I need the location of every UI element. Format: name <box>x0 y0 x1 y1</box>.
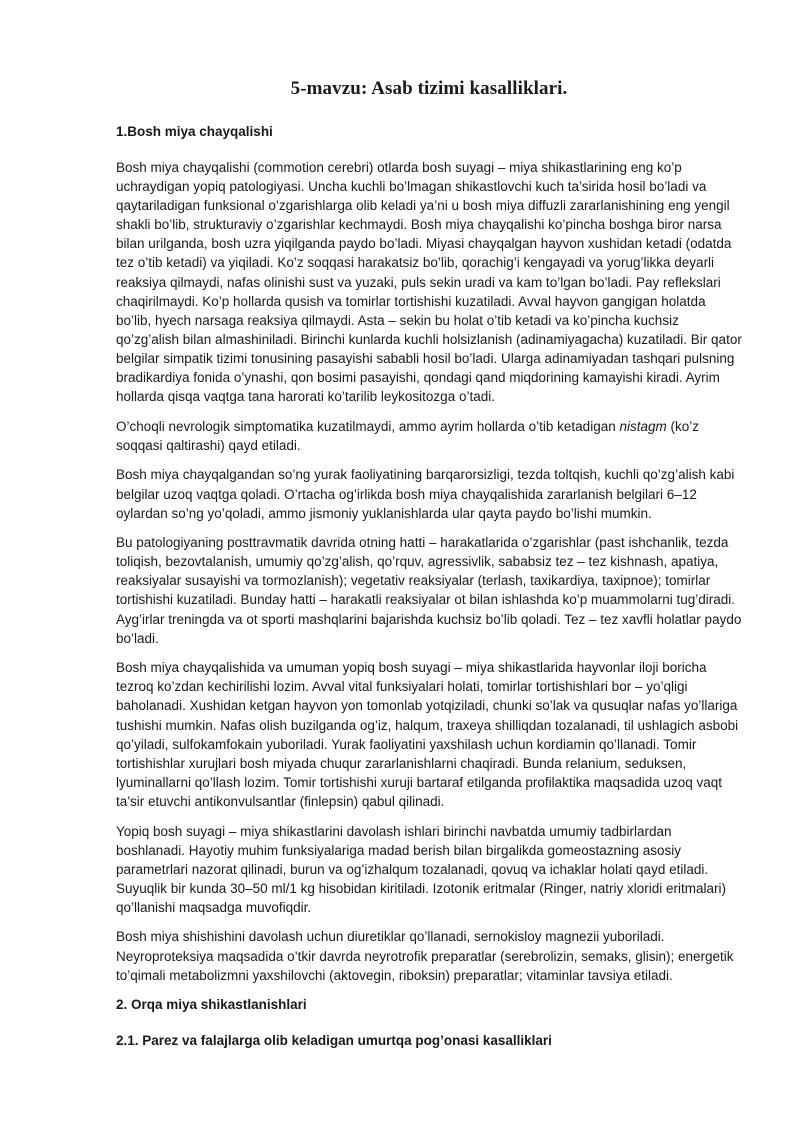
paragraph-2-text-b: (ko’z soqqasi qaltirashi) qayd etiladi. <box>116 418 700 453</box>
paragraph-3: Bosh miya chayqalgandan so’ng yurak faoliyatining barqarorsizligi, tezda toltqish, kuchli qo’zg’alish kabi belgilar uzoq vaqtga qoladi. O’rtacha og’irlikda bosh miya chayqalishida zararlanish belgilari 6–12 oylardan so’ng yo’qoladi, ammo jismoniy yuklanishlarda ular qayta paydo bo’lishi mumkin. <box>116 467 735 521</box>
paragraph-5: Bosh miya chayqalishida va umuman yopiq bosh suyagi – miya shikastlarida hayvonlar iloji boricha tezroq ko’zdan kechirilishi lozim. Avval vital funksiyalari holati, tomirlar tortishishlari bor – yo’qligi baholanadi. Xushidan ketgan hayvon yon tomonlab yotqiziladi, chunki so’lak va qusuqlar nafas yo’llariga tushishi mumkin. Nafas olish buzilganda og’iz, halqum, traxeya shilliqdan tozalanadi, til ushlagich asbobi qo’yiladi, sulfokamfokain yuboriladi. Yurak faoliyatini yaxshilash uchun kordiamin qo’llanadi. Tomir tortishishlar xurujlari bosh miyada chuqur zararlanishlarni chaqiradi. Bunda relanium, seduksen, lyuminallarni qo’llash lozim. Tomir tortishishi xuruji bartaraf etilganda profilaktika maqsadida uzoq vaqt ta’sir etuvchi antikonvulsantlar (finlepsin) qabul qilinadi. <box>116 660 739 809</box>
paragraph-4: Bu patologiyaning posttravmatik davrida otning hatti – harakatlarida o’zgarishlar (past ishchanlik, tezda toliqish, bezovtalanish, umumiy qo’zg’alish, qo’rquv, agressivlik, sababsiz tez – tez kishnash, apatiya, reaksiyalar susayishi va tormozlanish); vegetativ reaksiyalar (terlash, taxikardiya, taxipnoe); tomirlar tortishishi kuzatiladi. Bunday hatti – harakatli reaksiyalar ot bilan ishlashda ko’p muammolarni tug’diradi. Ayg’irlar treningda va ot sporti mashqlarini bajarishda kuchsiz bo’lib qoladi. Tez – tez xavfli holatlar paydo bo’ladi. <box>116 535 742 646</box>
section-heading-2-1: 2.1. Parez va falajlarga olib keladigan umurtqa pog’onasi kasalliklari <box>116 1033 552 1049</box>
paragraph-2-text-a: O’choqli nevrologik simptomatika kuzatilmaydi, ammo ayrim hollarda o’tib ketadigan <box>116 418 620 434</box>
section-heading-2: 2. Orqa miya shikastlanishlari <box>116 997 307 1013</box>
section-heading-1: 1.Bosh miya chayqalishi <box>116 124 273 139</box>
page-title: 5-mavzu: Asab tizimi kasalliklari. <box>290 78 568 99</box>
paragraph-1: Bosh miya chayqalishi (commotion cerebri) otlarda bosh suyagi – miya shikastlarining eng ko’p uchraydigan yopiq patologiyasi. Uncha kuchli bo’lmagan shikastlovchi kuch ta’sirida hosil bo’ladi va qaytariladigan funksional o’zgarishlarga olib keladi ya’ni u bosh miya diffuzli zararlanishining eng yengil shakli bo’lib, strukturaviy o’zgarishlar kechmaydi. Bosh miya chayqalishi ko’pincha boshga biror narsa bilan urilganda, bosh uzra yiqilganda paydo bo’ladi. Miyasi chayqalgan hayvon xushidan ketadi (odatda tez o’tib ketadi) va yiqiladi. Ko’z soqqasi harakatsiz bo’lib, qorachig’i kengayadi va yorug’likka deyarli reaksiya qilmaydi, nafas olinishi sust va yuzaki, puls sekin uradi va kam to’lgan bo’ladi. Pay reflekslari chaqirilmaydi. Ko’p hollarda qusish va tomirlar tortishishi kuzatiladi. Avval hayvon gangigan holatda bo’lib, hyech narsaga reaksiya qilmaydi. Asta – sekin bu holat o’tib ketadi va ko’pincha kuchsiz qo’zg’alish bilan almashiniladi. Birinchi kunlarda kuchli holsizlanish (adinamiyagacha) kuzatiladi. Bir qator belgilar simpatik tizimi tonusining pasayishi sababli hosil bo’ladi. Ularga adinamiyadan tashqari pulsning bradikardiya fonida o’ynashi, qon bosimi pasayishi, qondagi qand miqdorining kamayishi kiradi. Ayrim hollarda qisqa vaqtga tana harorati ko’tarilib leykositozga o’tadi. <box>116 160 742 405</box>
paragraph-2-italic-term: nistagm <box>619 418 667 434</box>
paragraph-6: Yopiq bosh suyagi – miya shikastlarini davolash ishlari birinchi navbatda umumiy tadbirlardan boshlanadi. Hayotiy muhim funksiyalariga madad berish bilan birgalikda gomeostazning asosiy parametrlari nazorat qilinadi, burun va og’izhalqum tozalanadi, qovuq va ichaklar holati qayd etiladi. Suyuqlik bir kunda 30–50 ml/1 kg hisobidan kiritiladi. Izotonik eritmalar (Ringer, natriy xloridi eritmalari) qo’llanishi maqsadga muvofiqdir. <box>116 823 727 915</box>
paragraph-7: Bosh miya shishishini davolash uchun diuretiklar qo’llanadi, sernokisloy magnezii yuboriladi. Neyroproteksiya maqsadida o’tkir davrda neyrotrofik preparatlar (serebrolizin, semaks, glisin); energetik to’qimali metabolizmni yaxshilovchi (aktovegin, riboksin) preparatlar; vitaminlar tavsiya etiladi. <box>116 929 734 983</box>
paragraph-2 <box>116 417 742 455</box>
